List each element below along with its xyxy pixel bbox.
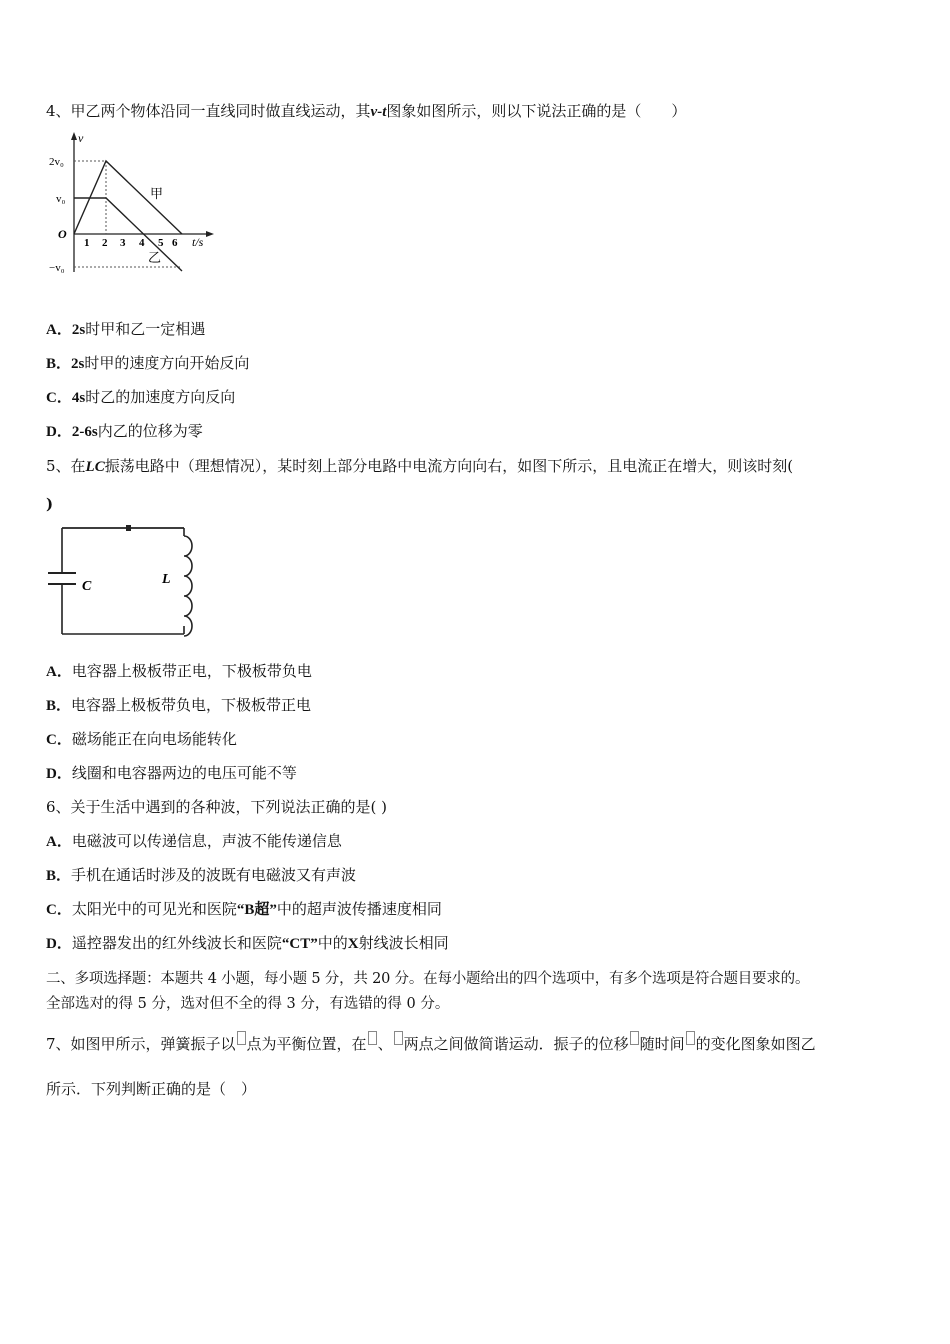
option-em: 4s — [71, 390, 86, 406]
q5-stem — [46, 456, 793, 477]
q7-text-2: 点为平衡位置，在 — [246, 1035, 367, 1053]
q5-stem-text-b: 振荡电路中（理想情况），某时刻上部分电路中电流方向向右，如图下所示，且电流正在增大，则该时刻( — [104, 457, 794, 475]
option-em2: X — [347, 936, 359, 952]
option-text: 时甲和乙一定相遇 — [85, 320, 206, 338]
option-text: 电磁波可以传递信息，声波不能传递信息 — [71, 832, 342, 850]
option-text: 时乙的加速度方向反向 — [85, 388, 236, 406]
option-text: 手机在通话时涉及的波既有电磁波又有声波 — [71, 866, 357, 884]
q6-stem: 6、关于生活中遇到的各种波，下列说法正确的是( ) — [46, 798, 388, 816]
x-tick-2: 2 — [102, 237, 108, 249]
option-text: 电容器上极板带正电，下极板带负电 — [71, 662, 312, 680]
label-l: L — [162, 572, 171, 587]
label-jia: 甲 — [150, 186, 164, 201]
q5-lc-circuit — [44, 522, 199, 640]
q6-option-d[interactable] — [46, 933, 449, 954]
option-key: C． — [46, 390, 72, 406]
q4-option-c[interactable] — [46, 387, 235, 408]
option-key: D． — [46, 766, 72, 782]
q7-stem — [46, 1031, 816, 1054]
y-tick-2v0: 2v₀ — [49, 156, 64, 168]
option-em: “B超” — [236, 902, 277, 918]
q7-text-4: 两点之间做简谐运动．振子的位移 — [403, 1035, 629, 1053]
q4-option-a[interactable] — [46, 319, 205, 340]
q5-option-c[interactable] — [46, 729, 237, 750]
q5-option-d[interactable] — [46, 763, 297, 784]
option-key: A． — [46, 664, 72, 680]
x-tick-3: 3 — [120, 237, 126, 249]
placeholder-glyph-icon — [368, 1031, 377, 1045]
q4-option-d[interactable] — [46, 421, 203, 442]
option-key: D． — [46, 936, 72, 952]
option-em: “CT” — [281, 936, 318, 952]
current-marker — [126, 525, 131, 531]
placeholder-glyph-icon — [630, 1031, 639, 1045]
option-key: A． — [46, 834, 72, 850]
q7-stem-line2: 所示．下列判断正确的是（ ） — [46, 1080, 257, 1098]
x-tick-5: 5 — [158, 237, 164, 249]
option-text-a: 太阳光中的可见光和医院 — [71, 900, 237, 918]
origin-label: O — [58, 227, 67, 241]
option-text: 电容器上极板带负电，下极板带正电 — [71, 696, 312, 714]
option-key: B． — [46, 868, 72, 884]
option-key: D． — [46, 424, 72, 440]
option-key: C． — [46, 732, 72, 748]
option-text-c: 射线波长相同 — [358, 934, 449, 952]
option-key: B． — [46, 698, 72, 714]
x-tick-1: 1 — [84, 237, 90, 249]
option-em: 2-6s — [71, 424, 98, 440]
y-axis-label: v — [78, 131, 84, 145]
q7-text-5: 随时间 — [639, 1035, 685, 1053]
q5-option-b[interactable] — [46, 695, 311, 716]
q4-stem — [46, 101, 686, 122]
q4-stem-text-b: 图象如图所示，则以下说法正确的是（ ） — [386, 102, 687, 120]
placeholder-glyph-icon — [394, 1031, 403, 1045]
option-em: 2s — [71, 356, 85, 372]
q4-vt-graph — [44, 130, 219, 280]
option-key: C． — [46, 902, 72, 918]
option-text-b: 中的超声波传播速度相同 — [276, 900, 442, 918]
q7-text-1: 7、如图甲所示，弹簧振子以 — [46, 1035, 236, 1053]
option-text: 时甲的速度方向开始反向 — [84, 354, 250, 372]
q5-stem-close: ) — [46, 495, 54, 513]
option-text-b: 中的 — [317, 934, 348, 952]
label-c: C — [82, 579, 92, 594]
option-text: 线圈和电容器两边的电压可能不等 — [71, 764, 297, 782]
x-arrow-icon — [206, 231, 214, 237]
q6-option-b[interactable] — [46, 865, 356, 886]
option-text: 磁场能正在向电场能转化 — [71, 730, 237, 748]
q4-option-b[interactable] — [46, 353, 249, 374]
q5-option-a[interactable] — [46, 661, 312, 682]
q7-text-6: 的变化图象如图乙 — [695, 1035, 816, 1053]
q6-option-c[interactable] — [46, 899, 442, 920]
q5-stem-text-a: 5、在 — [46, 457, 86, 475]
q6-option-a[interactable] — [46, 831, 342, 852]
option-text-a: 遥控器发出的红外线波长和医院 — [71, 934, 282, 952]
q7-text-3: 、 — [377, 1035, 393, 1053]
inductor-coil — [184, 536, 192, 636]
y-arrow-icon — [71, 132, 77, 140]
y-tick-v0: v₀ — [56, 193, 66, 205]
x-tick-6: 6 — [172, 237, 178, 249]
option-key: B． — [46, 356, 72, 372]
placeholder-glyph-icon — [237, 1031, 246, 1045]
label-yi: 乙 — [148, 250, 162, 265]
q5-stem-lc: LC — [85, 459, 105, 475]
x-axis-label: t/s — [192, 235, 204, 249]
section2-line2: 全部选对的得 5 分，选对但不全的得 3 分，有选错的得 0 分。 — [46, 996, 450, 1012]
option-key: A． — [46, 322, 72, 338]
x-tick-4: 4 — [139, 237, 145, 249]
y-tick-neg-v0: −v₀ — [49, 262, 65, 274]
q4-stem-text-a: 4、甲乙两个物体沿同一直线同时做直线运动，其 — [46, 102, 371, 120]
q4-stem-vt: v-t — [370, 104, 387, 120]
section2-line1: 二、多项选择题：本题共 4 小题，每小题 5 分，共 20 分。在每小题给出的四个选项中，有多个选项是符合题目要求的。 — [46, 971, 810, 987]
option-em: 2s — [71, 322, 86, 338]
option-text: 内乙的位移为零 — [97, 422, 203, 440]
placeholder-glyph-icon — [686, 1031, 695, 1045]
